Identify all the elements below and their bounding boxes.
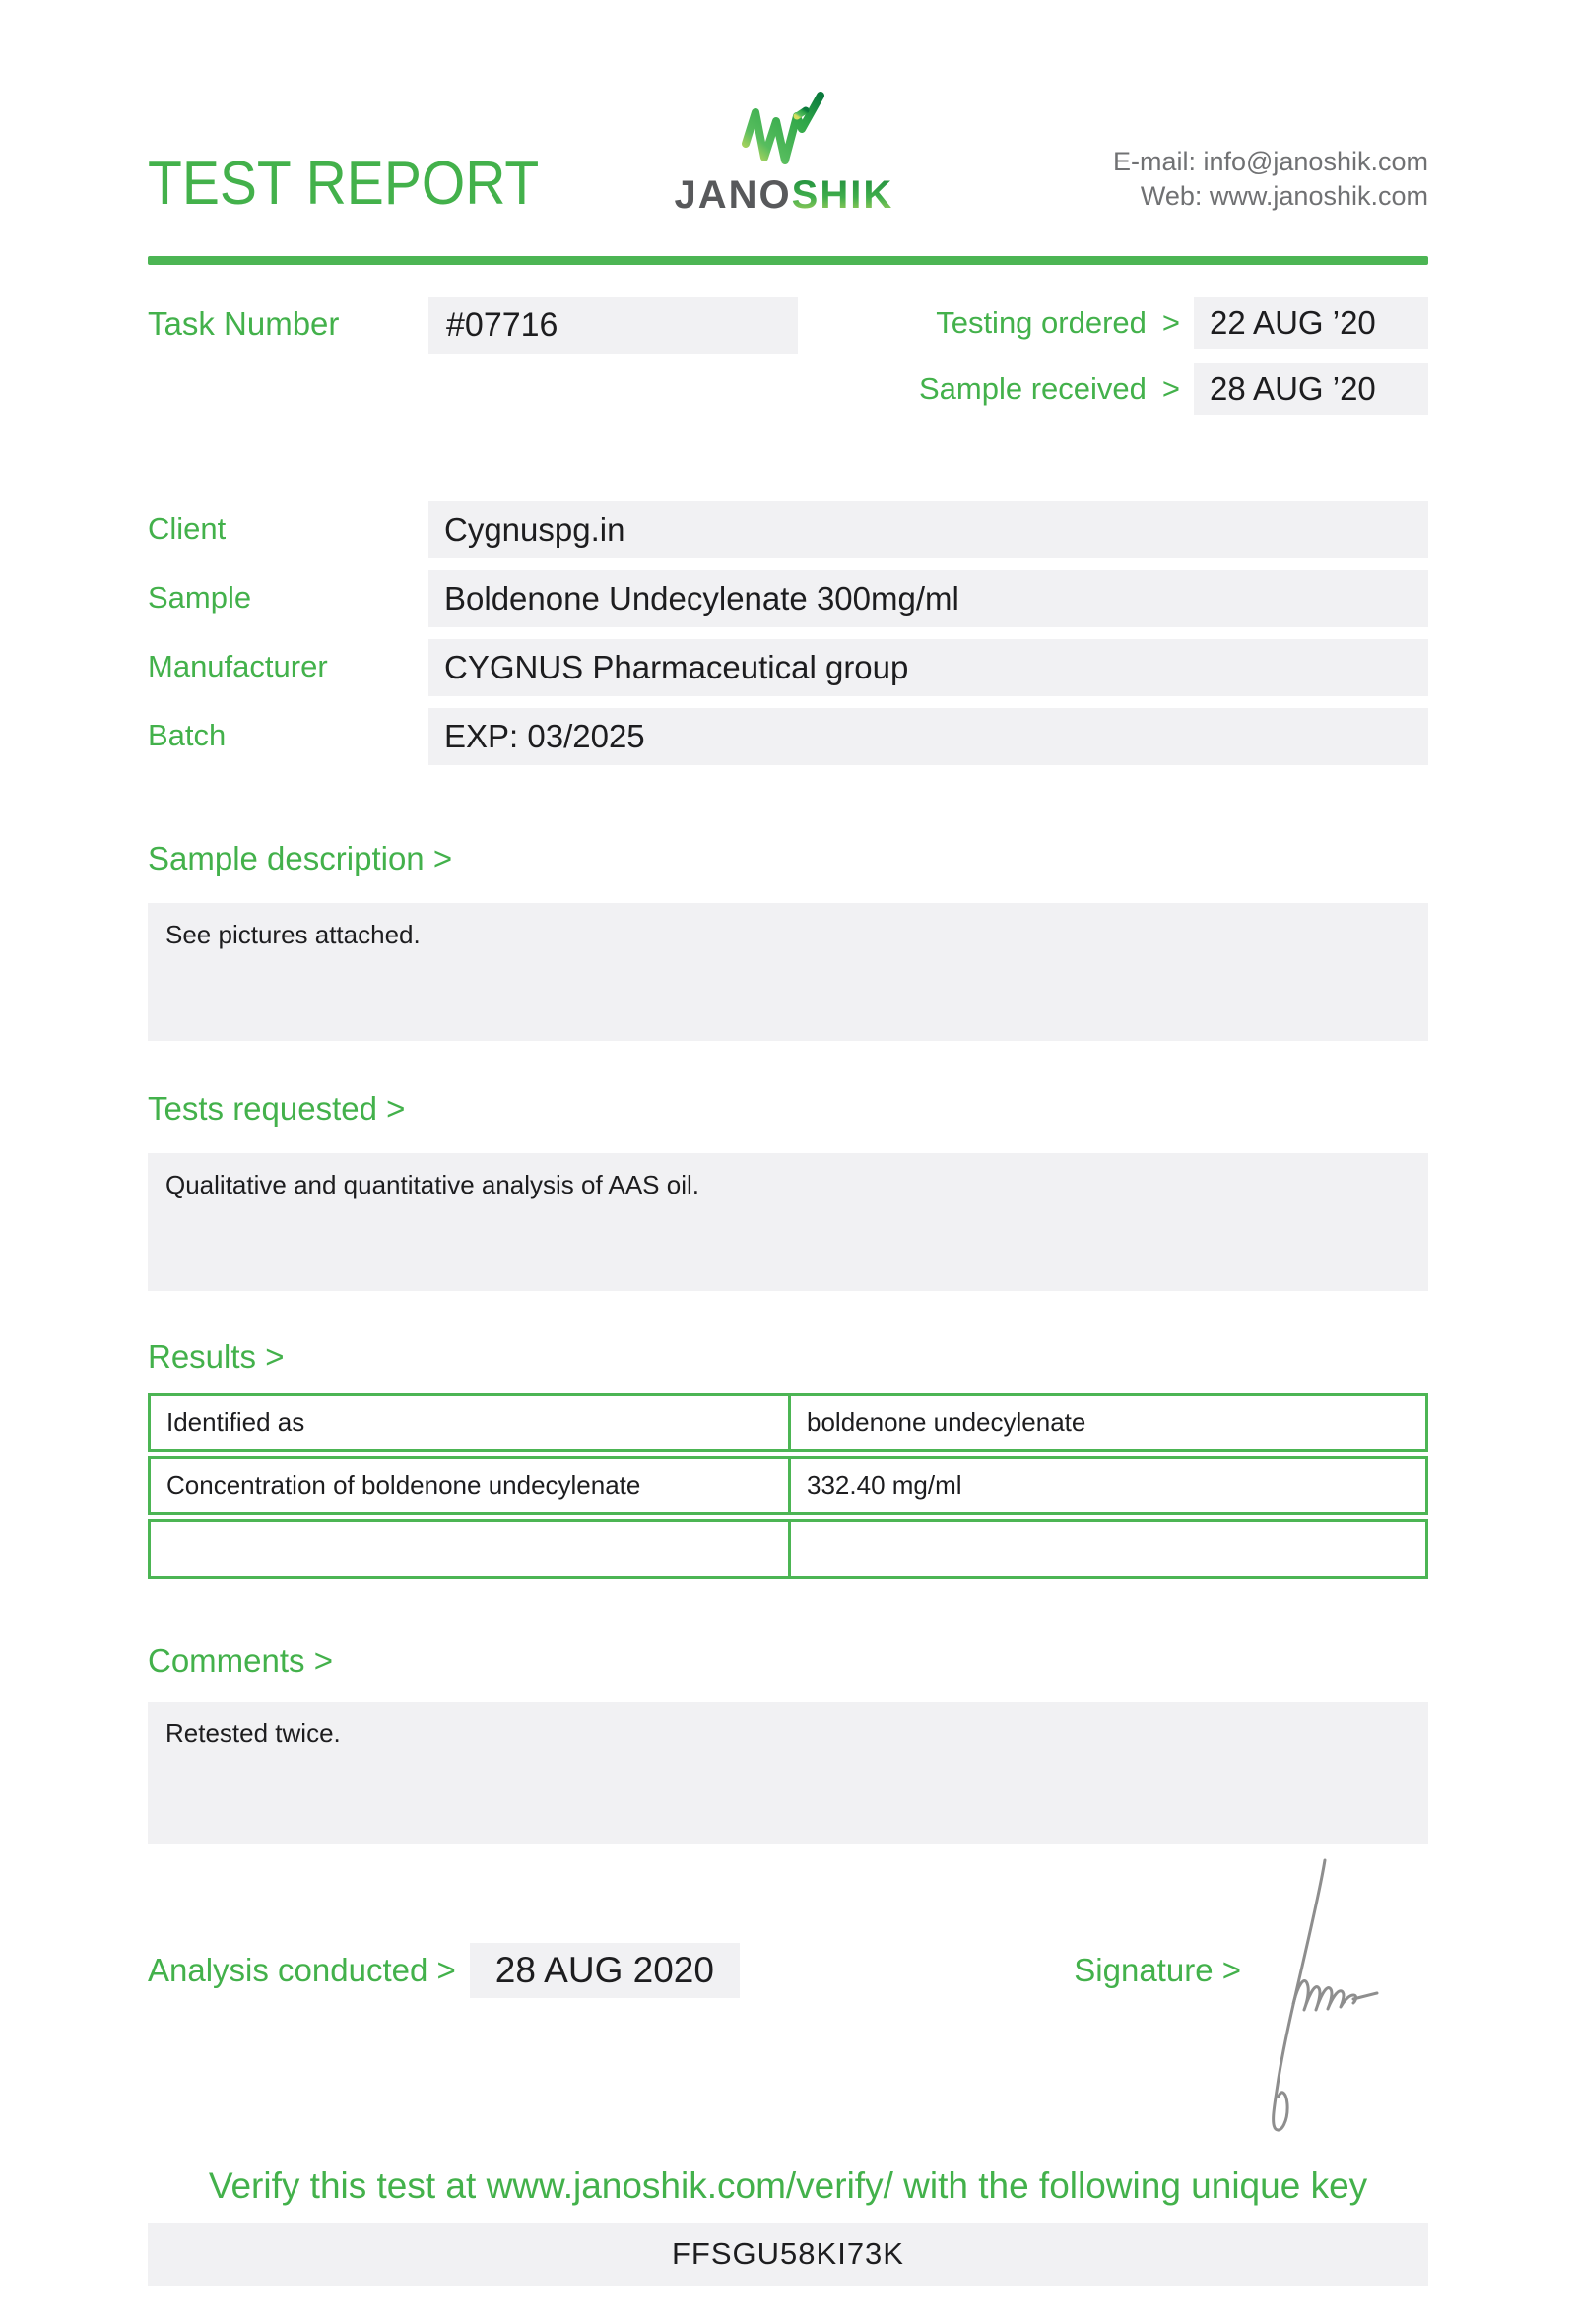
task-section xyxy=(148,297,1428,415)
testing-ordered-row xyxy=(936,297,1428,349)
client-label: Client xyxy=(148,511,227,546)
rising-chart-icon xyxy=(739,89,829,171)
batch-row xyxy=(148,708,1428,765)
verify-text: Verify this test at www.janoshik.com/verify/ with the following unique key xyxy=(208,2165,1368,2206)
web-line: Web: www.janoshik.com xyxy=(1140,181,1428,212)
sample-received-value: 28 AUG ’20 xyxy=(1194,363,1428,415)
arrow-icon: > xyxy=(1161,305,1180,340)
comments-body: Retested twice. xyxy=(148,1702,1428,1844)
table-row xyxy=(148,1393,1428,1452)
janoshik-logo xyxy=(675,89,894,215)
result-value-cell: boldenone undecylenate xyxy=(788,1393,1428,1452)
testing-ordered-label: Testing ordered xyxy=(936,305,1147,340)
verify-key: FFSGU58KI73K xyxy=(148,2223,1428,2286)
header-divider xyxy=(148,256,1428,265)
dates-block xyxy=(919,297,1428,415)
header xyxy=(148,59,1428,218)
results-table xyxy=(148,1388,1428,1583)
signature-label: Signature > xyxy=(1074,1952,1241,1988)
logo-word-shik: SHIK xyxy=(791,173,894,217)
footer-row xyxy=(148,1941,1428,2000)
analysis-conducted-value: 28 AUG 2020 xyxy=(470,1943,740,1998)
result-value-cell xyxy=(788,1519,1428,1579)
logo-wordmark xyxy=(675,175,894,215)
logo-word-jano: JANO xyxy=(674,173,792,217)
info-section xyxy=(148,501,1428,765)
testing-ordered-value: 22 AUG ’20 xyxy=(1194,297,1428,349)
client-value: Cygnuspg.in xyxy=(428,501,1428,558)
signature-image xyxy=(1263,1846,1391,2138)
results-heading: Results > xyxy=(148,1338,285,1375)
sample-label: Sample xyxy=(148,580,252,614)
task-number-value: #07716 xyxy=(428,297,798,354)
email-line: E-mail: info@janoshik.com xyxy=(1112,146,1428,176)
analysis-conducted-row xyxy=(148,1943,740,1998)
sample-received-label: Sample received xyxy=(918,371,1147,406)
arrow-icon: > xyxy=(1161,371,1180,406)
task-number-row xyxy=(148,297,798,354)
manufacturer-row xyxy=(148,639,1428,696)
manufacturer-value: CYGNUS Pharmaceutical group xyxy=(428,639,1428,696)
page-title: TEST REPORT xyxy=(148,150,540,218)
manufacturer-label: Manufacturer xyxy=(148,649,328,683)
batch-value: EXP: 03/2025 xyxy=(428,708,1428,765)
result-name-cell: Identified as xyxy=(148,1393,788,1452)
client-row xyxy=(148,501,1428,558)
sample-row xyxy=(148,570,1428,627)
result-value-cell: 332.40 mg/ml xyxy=(788,1456,1428,1515)
table-row xyxy=(148,1519,1428,1579)
table-row xyxy=(148,1456,1428,1515)
tests-requested-body: Qualitative and quantitative analysis of AAS oil. xyxy=(148,1153,1428,1291)
result-name-cell xyxy=(148,1519,788,1579)
analysis-conducted-label: Analysis conducted > xyxy=(148,1952,456,1988)
task-number-label: Task Number xyxy=(148,305,340,342)
batch-label: Batch xyxy=(148,718,227,752)
sample-value: Boldenone Undecylenate 300mg/ml xyxy=(428,570,1428,627)
contact-block xyxy=(1113,145,1428,215)
sample-description-heading: Sample description > xyxy=(148,840,453,876)
sample-received-row xyxy=(919,363,1428,415)
comments-heading: Comments > xyxy=(148,1643,333,1679)
result-name-cell: Concentration of boldenone undecylenate xyxy=(148,1456,788,1515)
tests-requested-heading: Tests requested > xyxy=(148,1090,406,1127)
sample-description-body: See pictures attached. xyxy=(148,903,1428,1041)
